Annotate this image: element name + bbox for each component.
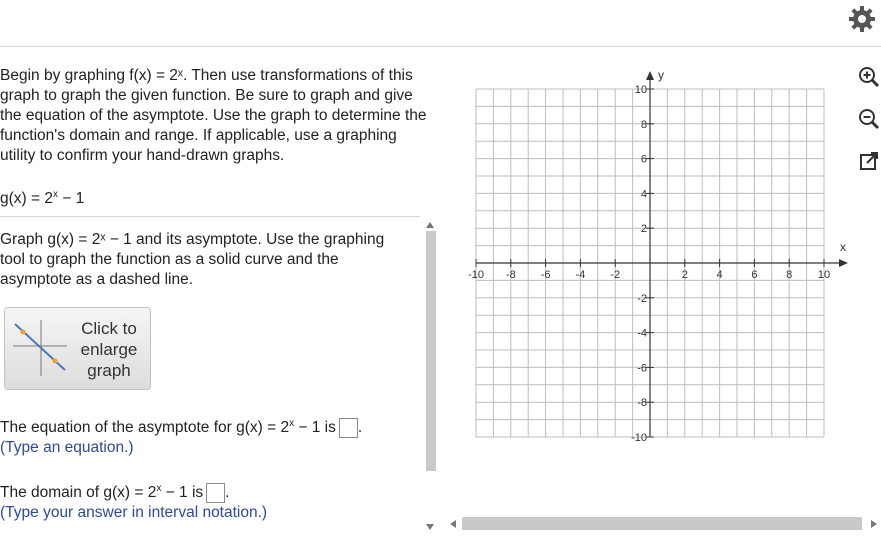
x-axis-arrow bbox=[839, 259, 848, 267]
x-tick-label: 6 bbox=[751, 269, 758, 281]
asymptote-question: The equation of the asymptote for $g(x) = 2^x - 1$ is . (Type an equation.) bbox=[0, 418, 363, 457]
domain-question-prefix: The domain of g(x) = 2 bbox=[0, 484, 157, 502]
horizontal-scroll-thumb[interactable] bbox=[462, 517, 862, 530]
function-tail: − 1 bbox=[57, 190, 85, 208]
enlarge-graph-button[interactable] bbox=[4, 307, 151, 390]
domain-hint: (Type your answer in interval notation.) bbox=[0, 504, 268, 522]
y-tick-label: -10 bbox=[631, 432, 647, 444]
vertical-scroll-thumb[interactable] bbox=[426, 231, 436, 471]
y-axis-label: y bbox=[658, 68, 664, 82]
mini-graph-icon bbox=[11, 318, 69, 378]
asymptote-hint: (Type an equation.) bbox=[0, 439, 134, 457]
header-divider bbox=[0, 46, 881, 47]
y-tick-label: 8 bbox=[640, 118, 647, 131]
function-label: g(x) = 2 bbox=[0, 190, 53, 208]
open-window-icon[interactable] bbox=[858, 150, 880, 172]
function-definition bbox=[0, 185, 84, 209]
domain-question: The domain of $g(x) = 2^x - 1$ is . (Type your answer in interval notation.) bbox=[0, 483, 268, 522]
y-axis-arrow bbox=[646, 71, 654, 80]
section-divider bbox=[0, 216, 420, 217]
coordinate-grid[interactable] bbox=[460, 60, 846, 455]
asymptote-question-prefix: The equation of the asymptote for g(x) = 2 bbox=[0, 419, 290, 437]
zoom-out-icon[interactable] bbox=[858, 108, 880, 130]
y-tick-label: -8 bbox=[637, 397, 647, 410]
domain-question-suffix: − 1 is bbox=[161, 484, 204, 502]
y-tick-label: 10 bbox=[634, 84, 647, 96]
y-tick-label: -2 bbox=[637, 292, 647, 305]
x-tick-label: -10 bbox=[468, 269, 484, 281]
x-tick-label: -4 bbox=[575, 269, 586, 281]
asymptote-question-suffix: − 1 is bbox=[294, 419, 336, 437]
task-instructions: Graph g(x) = 2ˣ − 1 and its asymptote. Use the graphing tool to graph the function as a solid curve and the asymptote as a dashed line. bbox=[0, 231, 385, 288]
y-tick-label: -4 bbox=[637, 327, 647, 340]
domain-answer-box[interactable] bbox=[206, 483, 225, 503]
x-tick-label: -6 bbox=[540, 269, 551, 281]
y-tick-label: -6 bbox=[637, 362, 647, 375]
y-tick-label: 2 bbox=[640, 223, 647, 236]
asymptote-exponent: x bbox=[289, 418, 295, 429]
x-tick-label: 10 bbox=[817, 269, 831, 281]
asymptote-answer-box[interactable] bbox=[339, 418, 358, 438]
problem-intro: Begin by graphing f(x) = 2ˣ. Then use transformations of this graph to graph the given function. Be sure to graph and give the equation of the asymptote. Use the graph to determine the function's domain and range. If applicable, use a graphing utility to confirm your hand-drawn graphs. bbox=[0, 67, 427, 164]
domain-exponent: x bbox=[156, 483, 162, 494]
gear-icon[interactable] bbox=[847, 4, 877, 34]
y-tick-label: 4 bbox=[640, 188, 647, 201]
function-exponent: x bbox=[52, 189, 58, 200]
x-tick-label: -2 bbox=[610, 269, 621, 281]
x-tick-label: -8 bbox=[505, 269, 516, 281]
enlarge-button-label: Click to enlarge graph bbox=[80, 319, 138, 380]
x-tick-label: 2 bbox=[681, 269, 688, 281]
x-axis-label: x bbox=[840, 240, 846, 254]
x-tick-label: 8 bbox=[786, 269, 793, 281]
zoom-in-icon[interactable] bbox=[858, 66, 880, 88]
x-tick-label: 4 bbox=[716, 269, 723, 281]
y-tick-label: 6 bbox=[640, 153, 647, 166]
